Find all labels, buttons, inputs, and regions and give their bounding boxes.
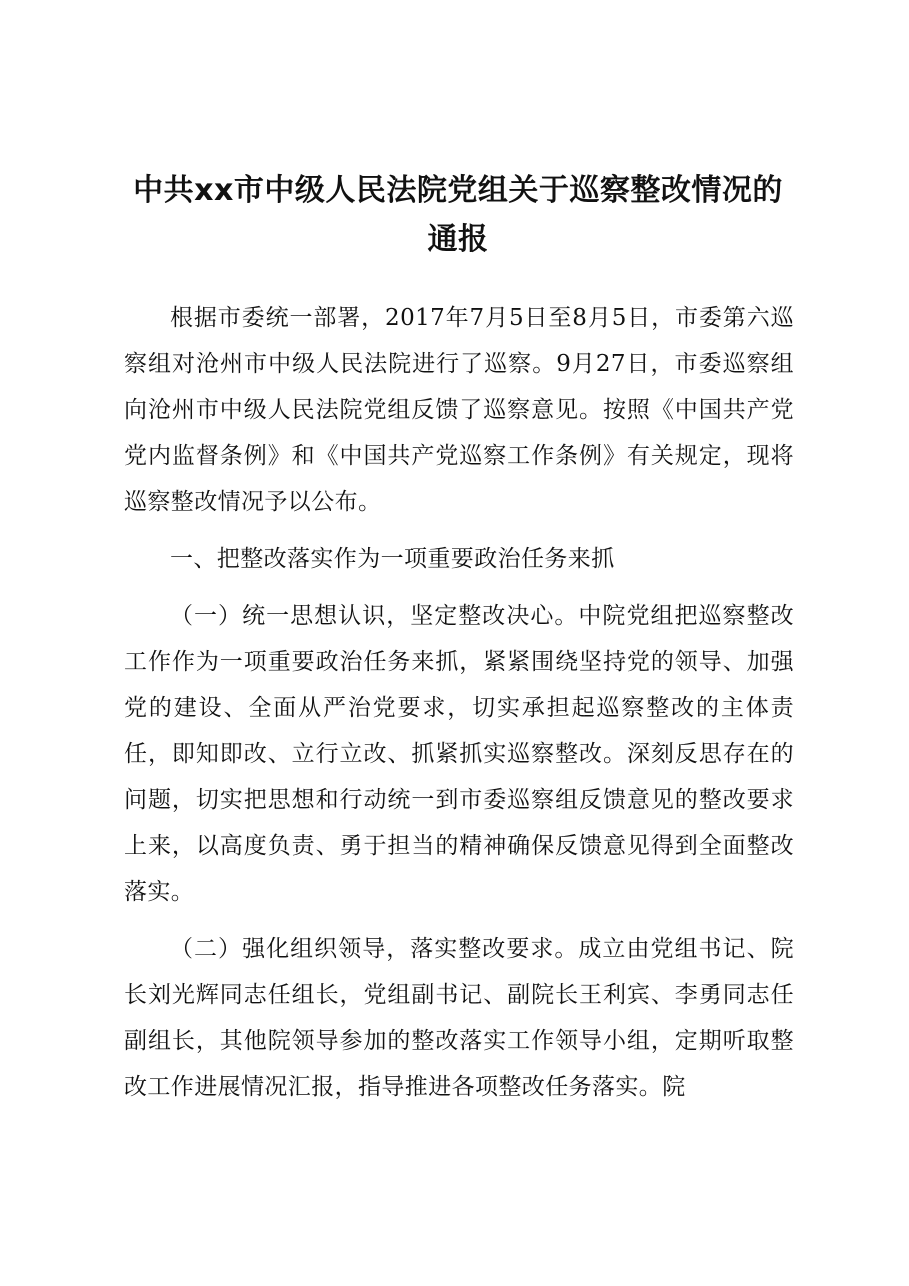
document-body [124,295,794,1110]
section-heading-1: 一、把整改落实作为一项重要政治任务来抓 [170,546,615,572]
document-title: 中共xx市中级人民法院党组关于巡察整改情况的通报 [133,173,783,257]
subsection-paragraph-1: （一）统一思想认识，坚定整改决心。中院党组把巡察整改工作作为一项重要政治任务来抓，紧紧围绕坚持党的领导、加强党的建设、全面从严治党要求，切实承担起巡察整改的主体责任，即知即改、立行立改、抓紧抓实巡察整改。深刻反思存在的问题，切实把思想和行动统一到市委巡察组反馈意见的整改要求上来，以高度负责、勇于担当的精神确保反馈意见得到全面整改落实。 [124,603,794,905]
intro-paragraph: 根据市委统一部署，2017年7月5日至8月5日，市委第六巡察组对沧州市中级人民法院进行了巡察。9月27日，市委巡察组向沧州市中级人民法院党组反馈了巡察意见。按照《中国共产党党内监督条例》和《中国共产党巡察工作条例》有关规定，现将巡察整改情况予以公布。 [124,305,794,515]
subsection-paragraph-2: （二）强化组织领导，落实整改要求。成立由党组书记、院长刘光辉同志任组长，党组副书记、副院长王利宾、李勇同志任副组长，其他院领导参加的整改落实工作领导小组，定期听取整改工作进展情况汇报，指导推进各项整改任务落实。院 [124,936,794,1100]
